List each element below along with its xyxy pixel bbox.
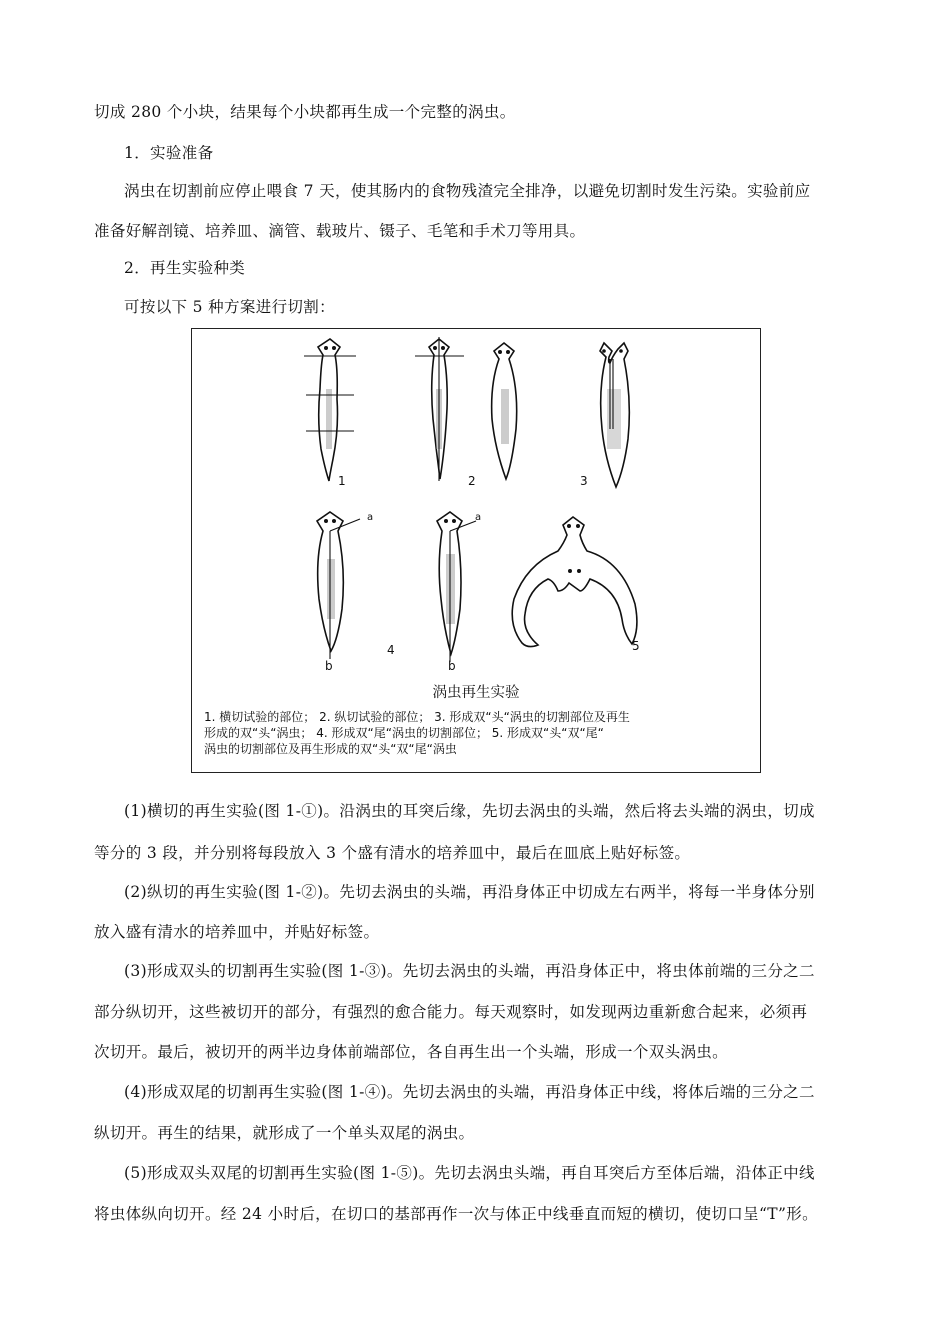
- text-line-14: (4)形成双尾的切割再生实验(图 1-④)。先切去涡虫的头端，再沿身体正中线，将体后端的三分之二: [124, 1083, 815, 1101]
- figure-label-2: 2: [468, 474, 476, 488]
- figure-label-b1: b: [325, 659, 333, 673]
- figure-caption-line-2: 形成的双“头“涡虫； 4. 形成双“尾“涡虫的切割部位； 5. 形成双“头“双“尾“: [204, 726, 604, 740]
- planarian-figure: [191, 328, 761, 773]
- figure-title: 涡虫再生实验: [432, 685, 520, 701]
- figure-label-a1: a: [367, 512, 374, 523]
- text-line-3: 涡虫在切割前应停止喂食 7 天，使其肠内的食物残渣完全排净，以避免切割时发生污染。实验前应: [124, 182, 811, 200]
- text-line-9: (2)纵切的再生实验(图 1-②)。先切去涡虫的头端，再沿身体正中切成左右两半，将每一半身体分别: [124, 883, 815, 901]
- heading-experiment-prep: 1．实验准备: [124, 144, 214, 162]
- figure-caption-line-1: 1. 横切试验的部位； 2. 纵切试验的部位； 3. 形成双“头“涡虫的切割部位及再生: [204, 710, 630, 724]
- text-line-1: 切成 280 个小块，结果每个小块都再生成一个完整的涡虫。: [94, 103, 516, 121]
- figure-label-a2: a: [475, 512, 482, 523]
- text-line-4: 准备好解剖镜、培养皿、滴管、载玻片、镊子、毛笔和手术刀等用具。: [94, 222, 586, 240]
- text-line-16: (5)形成双头双尾的切割再生实验(图 1-⑤)。先切去涡虫头端，再自耳突后方至体后端，沿体正中线: [124, 1164, 815, 1182]
- planarian-drawings: [192, 329, 760, 772]
- text-line-13: 次切开。最后，被切开的两半边身体前端部位，各自再生出一个头端，形成一个双头涡虫。: [94, 1043, 729, 1061]
- heading-regeneration-types: 2．再生实验种类: [124, 259, 246, 277]
- text-line-6: 可按以下 5 种方案进行切割：: [124, 298, 335, 316]
- figure-caption-line-3: 涡虫的切割部位及再生形成的双“头“双“尾“涡虫: [204, 742, 457, 756]
- figure-label-3: 3: [580, 474, 588, 488]
- text-line-7: (1)横切的再生实验(图 1-①)。沿涡虫的耳突后缘，先切去涡虫的头端，然后将去头端的涡虫，切成: [124, 802, 815, 820]
- figure-label-5: 5: [632, 639, 640, 653]
- figure-label-b2: b: [448, 659, 456, 673]
- worm-6: [512, 517, 637, 647]
- text-line-17: 将虫体纵向切开。经 24 小时后，在切口的基部再作一次与体正中线垂直而短的横切，使切口呈“T”形。: [94, 1205, 818, 1223]
- text-line-15: 纵切开。再生的结果，就形成了一个单头双尾的涡虫。: [94, 1124, 475, 1142]
- text-line-10: 放入盛有清水的培养皿中，并贴好标签。: [94, 923, 380, 941]
- text-line-12: 部分纵切开，这些被切开的部分，有强烈的愈合能力。每天观察时，如发现两边重新愈合起来，必须再: [94, 1003, 808, 1021]
- text-line-11: (3)形成双头的切割再生实验(图 1-③)。先切去涡虫的头端，再沿身体正中，将虫体前端的三分之二: [124, 962, 815, 980]
- figure-label-1: 1: [338, 474, 346, 488]
- worm-drawings: [317, 339, 637, 654]
- figure-label-4: 4: [387, 643, 395, 657]
- text-line-8: 等分的 3 段，并分别将每段放入 3 个盛有清水的培养皿中，最后在皿底上贴好标签。: [94, 844, 691, 862]
